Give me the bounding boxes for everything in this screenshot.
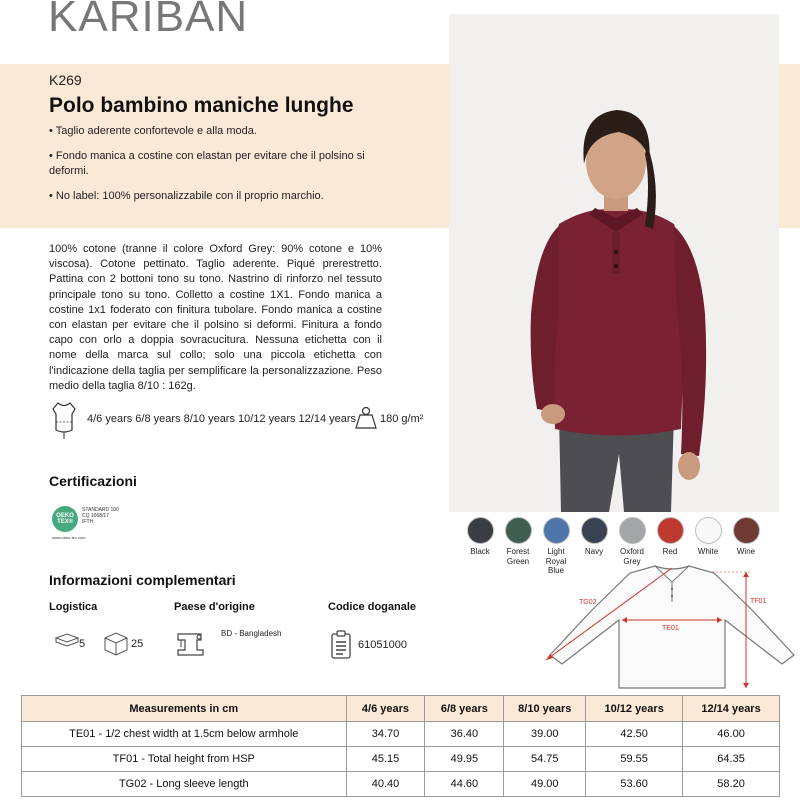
polo-measurement-diagram: [542, 560, 797, 695]
table-header-cell: 6/8 years: [425, 696, 504, 722]
table-cell: 39.00: [504, 722, 586, 747]
table-cell: 49.00: [504, 772, 586, 797]
product-bullets: [49, 124, 379, 214]
box-icon: [103, 631, 129, 657]
swatch-dot: [619, 517, 646, 544]
measurements-table: [21, 695, 780, 797]
swatch-dot: [543, 517, 570, 544]
swatch-dot: [467, 517, 494, 544]
table-cell: 40.40: [346, 772, 425, 797]
swatch-dot: [695, 517, 722, 544]
oeko-tex-url: www.oeko-tex.com: [52, 535, 86, 540]
swatch-label: White: [697, 547, 719, 556]
bullet-item: • Taglio aderente confortevole e alla moda.: [49, 125, 257, 137]
table-cell: 59.55: [586, 747, 683, 772]
swatch-white[interactable]: [688, 517, 728, 557]
table-cell: 44.60: [425, 772, 504, 797]
swatch-label: Black: [470, 547, 490, 556]
table-cell: TE01 - 1/2 chest width at 1.5cm below armhole: [22, 722, 347, 747]
swatch-dot: [505, 517, 532, 544]
product-description: 100% cotone (tranne il colore Oxford Grey: 90% cotone e 10% viscosa). Cotone pettinato. Taglio aderente. Piqué prerestretto. Pattina con 2 bottoni tono su tono. Nastrino di rinforzo nel tessuto principale tono su tono. Colletto a costine 1X1. Fondo manica a costine 1x1 foderato con finitura tubolare. Fondo manica a costine con elastan per evitare che il polsino si deformi. Finitura a fondo capo con orlo a doppia sovracucitura. Nessuna etichetta con il nome della marca sul collo; solo una piccola etichetta con l'indicazione della taglia per semplificare la personalizzazione. Peso medio della taglia 8/10 : 162g.: [49, 243, 382, 392]
model-figure: [449, 14, 779, 512]
size-range: 4/6 years 6/8 years 8/10 years 10/12 years 12/14 years: [87, 413, 357, 425]
oeko-tex-standard: [82, 507, 119, 525]
table-cell: 42.50: [586, 722, 683, 747]
table-cell: 34.70: [346, 722, 425, 747]
table-cell: 64.35: [683, 747, 780, 772]
table-cell: 45.15: [346, 747, 425, 772]
swatch-label: Forest Green: [506, 547, 530, 566]
table-header-cell: 4/6 years: [346, 696, 425, 722]
bullet-item: • No label: 100% personalizzabile con il proprio marchio.: [49, 190, 324, 202]
product-code: K269: [49, 72, 82, 88]
tf01-label: TF01: [750, 598, 767, 605]
oeko-standard-text: STANDARD 100: [82, 507, 119, 513]
small-package-icon: [54, 632, 80, 648]
fabric-weight: 180 g/m²: [380, 413, 424, 425]
swatch-dot: [733, 517, 760, 544]
table-header-cell: Measurements in cm: [22, 696, 347, 722]
table-header-cell: 12/14 years: [683, 696, 780, 722]
sewing-machine-icon: [175, 630, 207, 658]
product-title: Polo bambino maniche lunghe: [49, 94, 354, 117]
origin-value: BD - Bangladesh: [221, 629, 282, 638]
table-cell: TG02 - Long sleeve length: [22, 772, 347, 797]
table-cell: TF01 - Total height from HSP: [22, 747, 347, 772]
table-header-cell: 10/12 years: [586, 696, 683, 722]
swatch-label: Light Royal Blue: [545, 547, 567, 575]
table-cell: 46.00: [683, 722, 780, 747]
product-photo: [449, 14, 779, 512]
swatch-label: Oxford Grey: [619, 547, 644, 566]
bullet-item: • Fondo manica a costine con elastan per evitare che il polsino si deformi.: [49, 150, 365, 177]
customs-label: Codice doganale: [328, 601, 417, 613]
swatch-dot: [657, 517, 684, 544]
swatch-forest-green[interactable]: [498, 517, 538, 566]
table-cell: 36.40: [425, 722, 504, 747]
table-cell: 49.95: [425, 747, 504, 772]
logistics-pack-box: 25: [131, 638, 144, 650]
table-cell: 54.75: [504, 747, 586, 772]
table-row: [22, 747, 780, 772]
te01-label: TE01: [662, 625, 679, 632]
table-row: [22, 772, 780, 797]
weight-icon: [355, 406, 377, 430]
swatch-red[interactable]: [650, 517, 690, 557]
table-cell: 53.60: [586, 772, 683, 797]
table-header-row: [22, 696, 780, 722]
origin-label: Paese d'origine: [174, 601, 255, 613]
logistics-label: Logistica: [49, 601, 98, 613]
logistics-pack-small: 5: [79, 638, 86, 650]
table-header-cell: 8/10 years: [504, 696, 586, 722]
brand-logo: KARIBAN: [48, 0, 249, 41]
swatch-wine[interactable]: [726, 517, 766, 557]
swatch-dot: [581, 517, 608, 544]
oeko-tex-badge: OEKO TEX®: [52, 506, 78, 532]
customs-value: 61051000: [358, 639, 407, 651]
table-cell: 58.20: [683, 772, 780, 797]
swatch-label: Navy: [584, 547, 604, 556]
oeko-code-text: CQ 1068/17: [82, 513, 109, 519]
swatch-oxford-grey[interactable]: [612, 517, 652, 566]
swatch-label: Wine: [736, 547, 756, 556]
swatch-label: Red: [662, 547, 678, 556]
oeko-inst-text: IFTH: [82, 519, 94, 525]
sizes-row: [49, 400, 429, 440]
swatch-navy[interactable]: [574, 517, 614, 557]
body-measure-icon: [49, 400, 79, 440]
certifications-heading: Certificazioni: [49, 473, 137, 489]
customs-document-icon: [330, 630, 352, 660]
swatch-black[interactable]: [460, 517, 500, 557]
tg02-label: TG02: [579, 599, 597, 606]
table-row: [22, 722, 780, 747]
info-heading: Informazioni complementari: [49, 572, 236, 588]
